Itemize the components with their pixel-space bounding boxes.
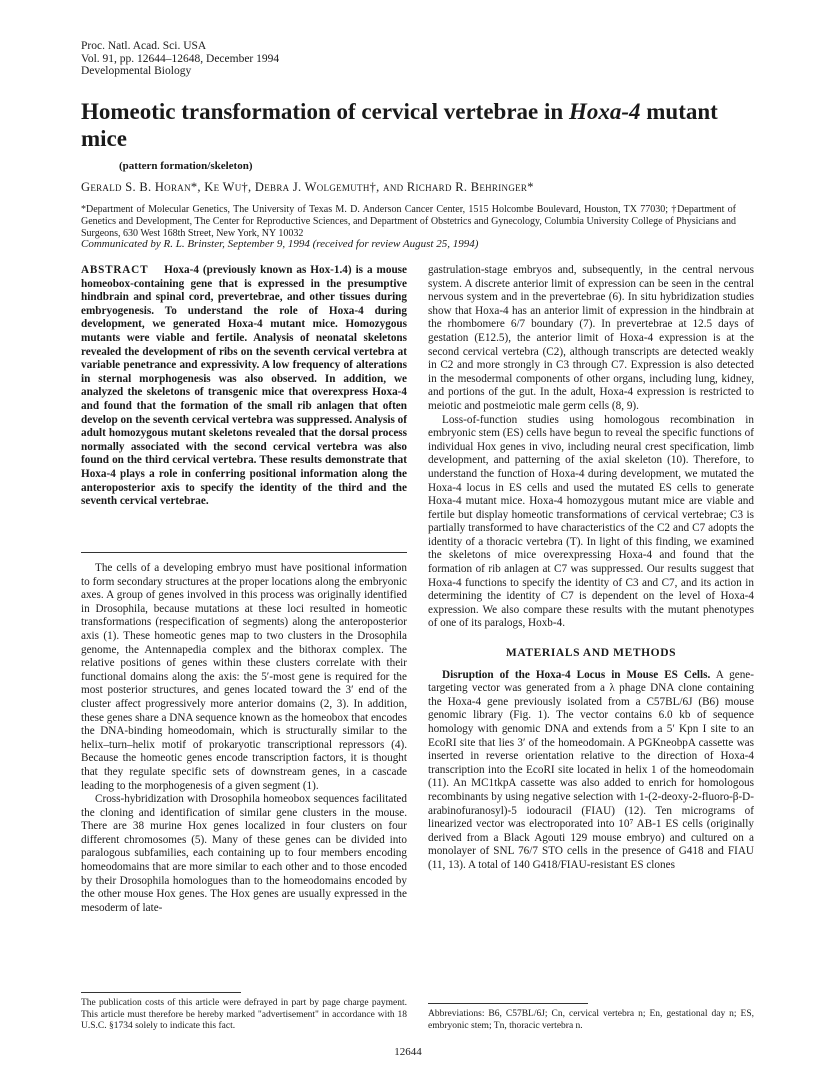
section-heading: MATERIALS AND METHODS [505, 647, 677, 660]
methods-paragraph [428, 669, 754, 873]
keywords: (pattern formation/skeleton) [119, 160, 253, 172]
footnote-divider [81, 992, 241, 993]
abstract-text: Hoxa-4 (previously known as Hox-1.4) is a mouse homeobox-containing gene that is expressed in the presumptive hindbrain and spinal cord, prevertebrae, and other tissues during embryogenesis. To understand the role of Hoxa-4 during development, we generated Hoxa-4 mutant mice. Homozygous mutants were viable and fertile. Analysis of neonatal skeletons revealed the development of ribs on the seventh cervical vertebra at variable penetrance and expressivity. A low frequency of alterations in sternal morphogenesis was also observed. In addition, we analyzed the skeletons of transgenic mice that overexpress Hoxa-4 and found that the formation of the small rib anlagen that often develop on the seventh cervical vertebra was suppressed. Analysis of adult homozygous mutant skeletons revealed that the dorsal process normally associated with the second cervical vertebra was also found on the third cervical vertebra. These results demonstrate that Hoxa-4 plays a role in conferring positional information along the anteroposterior axis to specify the identity of the third and the seventh cervical vertebrae. [81, 264, 407, 508]
authors: Gerald S. B. Horan*, Ke Wu†, Debra J. Wolgemuth†, and Richard R. Behringer* [81, 180, 534, 194]
paper-title [81, 98, 741, 152]
affiliations: *Department of Molecular Genetics, The University of Texas M. D. Anderson Cancer Center, 1515 Holcombe Boulevard, Houston, TX 77030; †Department of Genetics and Development, The Center for Reproductive Sciences, and Department of Obstetrics and Gynecology, Columbia University College of Physicians and Surgeons, 630 West 168th Street, New York, NY 10032 [81, 204, 736, 239]
communicated-by: Communicated by R. L. Brinster, September 9, 1994 (received for review August 25, 1994) [81, 238, 479, 250]
abbreviations: Abbreviations: B6, C57BL/6J; Cn, cervical vertebra n; En, gestational day n; ES, embryonic stem; Tn, thoracic vertebra n. [428, 1009, 754, 1031]
abbreviations-divider [428, 1003, 588, 1004]
methods-subheading: Disruption of the Hoxa-4 Locus in Mouse ES Cells. [442, 668, 711, 681]
intro-paragraph-3: Loss-of-function studies using homologous recombination in embryonic stem (ES) cells have begun to reveal the specific functions of individual Hox genes in vivo, including neural crest specification, limb development, and patterning of the axial skeleton (10). Therefore, to understand the function of Hoxa-4 during development, we mutated the Hoxa-4 locus in ES cells and used the mutated ES cells to generate Hoxa-4 mutant mice. Hoxa-4 homozygous mutant mice are viable and fertile but display homeotic transformations of cervical vertebrae; C3 is partially transformed to have characteristics of the C2 and C7 adopts the identity of a thoracic vertebra (T). In light of this finding, we examined the skeletons of mice overexpressing Hoxa-4 and found that the formation of rib anlagen at C7 was suppressed. Our results suggest that Hoxa-4 functions to specify the identity of C3 and C7, and its action in determining the identity of C7 is dependent on the level of Hoxa-4 expression. We also compare these results with the mutant phenotypes of one of its paralogs, Hoxb-4. [428, 413, 754, 630]
column-right [428, 264, 754, 873]
journal-name: Proc. Natl. Acad. Sci. USA [81, 40, 207, 52]
footnote: The publication costs of this article were defrayed in part by page charge payment. This article must therefore be hereby marked "advertisement" in accordance with 18 U.S.C. §1734 solely to indicate this fact. [81, 998, 407, 1031]
intro-paragraph-2: Cross-hybridization with Drosophila homeobox sequences facilitated the cloning and identification of similar gene clusters in the mouse. There are 38 murine Hox genes localized in four clusters on four different chromosomes (5). Many of these genes can be divided into paralogous subfamilies, each containing up to four members encoding homeodomains that are more similar to each other and to those encoded by their Drosophila homologues than to the homeodomains encoded by the other mouse Hox genes. The Hox genes are usually expressed in the mesoderm of late- [81, 793, 407, 914]
methods-text: A gene-targeting vector was generated from a λ phage DNA clone containing the Hoxa-4 gene previously isolated from a C57BL/6J (B6) mouse genomic library (Fig. 1). The vector contains 6.0 kb of sequence homology with genomic DNA and extends from a 5′ Kpn I site to an EcoRI site that lies 3′ of the homeodomain. A PGKneobpA cassette was inserted in reverse orientation relative to the direction of Hoxa-4 transcription into the EcoRI site located in helix 1 of the homeodomain (11). An MC1tkpA cassette was also added to enrich for homologous recombinants by using negative selection with 1-(2-deoxy-2-fluoro-β-D-arabinofuranosyl)-5 iodouracil (FIAU) (12). Ten micrograms of linearized vector was electroporated into 10⁷ AB-1 ES cells (originally derived from a Black Agouti 129 mouse embryo) and cultured on a monolayer of SNL 76/7 STO cells in the presence of G418 and FIAU (11, 13). A total of 140 G418/FIAU-resistant ES clones [428, 668, 755, 871]
title-text-end: mutant mice [81, 99, 718, 151]
journal-section: Developmental Biology [81, 65, 192, 77]
intro-paragraph-2-continued: gastrulation-stage embryos and, subsequently, in the central nervous system. A discrete anterior limit of expression can be seen in the central nervous system and in the prevertebrae (6). In situ hybridization studies show that Hoxa-4 has an anterior limit of expression in the hindbrain at the rhombomere 6/7 boundary (7). In prevertebrae at 12.5 days of gestation (E12.5), the anterior limit of Hoxa-4 expression is at the second cervical vertebra (C2), although transcripts are detected weakly in C2 and more strongly in C3 through C7. Expression is also detected in the mesodermal components of other organs, including lung, kidney, and portions of the gut. In the adult, Hoxa-4 expression is restricted to meiotic and postmeiotic male germ cells (8, 9). [428, 264, 754, 412]
page-number: 12644 [394, 1046, 422, 1058]
abstract [81, 264, 407, 509]
journal-volume: Vol. 91, pp. 12644–12648, December 1994 [81, 52, 280, 65]
intro-paragraph-1: The cells of a developing embryo must have positional information to form secondary structures at the proper locations along the embryonic axes. A group of genes involved in this process was originally identified in Drosophila, because mutations at these loci resulted in homeotic transformations (respecification of segments) along the anteroposterior axis (1). These homeotic genes map to two clusters in the Drosophila genome, the Antennapedia complex and the bithorax complex. The relative positions of genes within these clusters correlate with their functional domains along the axis: the 5′-most gene is required for the most posterior structures, and genes located toward the 3′ end of the cluster affect progressively more anterior domains (2, 3). In addition, these genes share a DNA sequence known as the homeobox that encodes the DNA-binding homeodomain, which is structurally similar to the helix–turn–helix motif of prokaryotic transcriptional repressors (4). Because the homeotic genes encode transcription factors, it is thought that they regulate specific sets of downstream genes, in a cascade leading to the morphogenesis of a given segment (1). [81, 562, 407, 792]
title-gene: Hoxa-4 [568, 99, 641, 124]
abstract-label: ABSTRACT [81, 264, 149, 276]
title-text: Homeotic transformation of cervical vertebrae in [81, 99, 569, 124]
journal-header [81, 40, 279, 78]
column-left [81, 562, 407, 915]
abstract-divider [81, 552, 407, 553]
